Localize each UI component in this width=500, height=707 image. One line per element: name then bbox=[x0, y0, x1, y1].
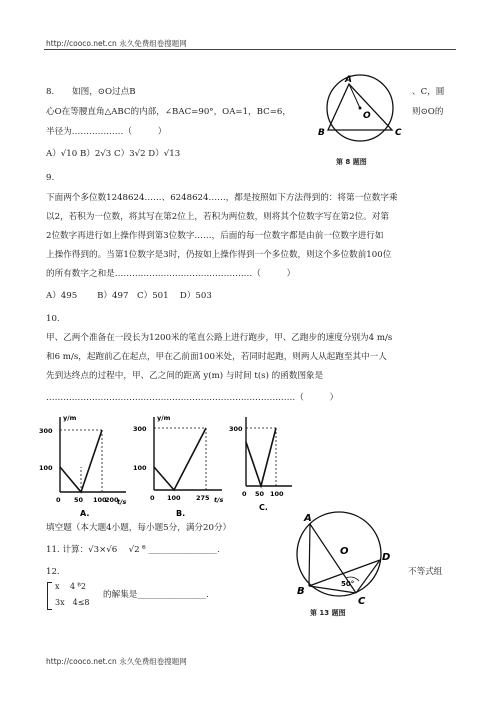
graph-a-xtick-50: 50 bbox=[74, 496, 84, 504]
q9-line-1: 下面两个多位数1248624……、6248624……，都是按照如下方法得到的：将第一位数字乘 bbox=[46, 193, 398, 203]
q13-label-o: O bbox=[340, 546, 349, 557]
graph-b-xtick-0: 0 bbox=[150, 494, 155, 502]
page-footer: http://cooco.net.cn 永久免费组卷搜题网 bbox=[46, 657, 187, 666]
graph-a-xtick-100: 100 bbox=[93, 496, 107, 504]
q13-label-b: B bbox=[297, 586, 305, 597]
q9-line-2: 以2，若积为一位数，将其写在第2位上，若积为两位数，则将其个位数字写在第2位。对第 bbox=[46, 212, 389, 222]
q13-caption: 第 13 题图 bbox=[310, 609, 346, 617]
q10-graph-a bbox=[36, 412, 132, 520]
graph-b-xtick-100: 100 bbox=[167, 494, 181, 502]
q12-brace bbox=[47, 582, 52, 610]
graph-c-xtick-0: 0 bbox=[242, 490, 247, 498]
q9-line-4: 上操作得到的。当第1位数字是3时，仍按如上操作得到一个多位数，则这个多位数前100位 bbox=[46, 250, 392, 260]
fill-section-title: 填空题（本大题4小题，每小题5分，满分20分） bbox=[46, 523, 232, 533]
q13-label-a: A bbox=[304, 513, 312, 524]
q10-graph-b bbox=[130, 412, 228, 520]
q8-line2: 心O在等腰直角△ABC的内部，∠BAC=90°，OA=1，BC=6， bbox=[46, 107, 291, 117]
graph-c-xtick-100: 100 bbox=[270, 490, 284, 498]
q8-figure bbox=[312, 70, 408, 162]
graph-b-xlabel: t/s bbox=[214, 496, 224, 504]
q12-number: 12. bbox=[46, 567, 60, 577]
q8-line3: 半径为………………（ ） bbox=[46, 127, 167, 137]
graph-a-ytick-300: 300 bbox=[39, 427, 53, 435]
graph-a-xtick-0: 0 bbox=[56, 496, 61, 504]
graph-c-xtick-50: 50 bbox=[255, 490, 265, 498]
graph-a-ytick-100: 100 bbox=[39, 464, 53, 472]
q12-system-top: x 4 ⁶̃2 bbox=[55, 582, 86, 591]
q13-label-d: D bbox=[382, 552, 391, 563]
graph-b-xtick-275: 275 bbox=[196, 494, 210, 502]
graph-a-xlabel: t/s bbox=[117, 498, 127, 506]
q10-graph-c bbox=[226, 412, 300, 520]
q12-right-text: 不等式组 bbox=[408, 567, 443, 577]
q8-segment-ao bbox=[349, 84, 360, 108]
q8-caption: 第 8 题图 bbox=[336, 158, 367, 166]
q9-line-3: 2位数字再进行如上操作得到第3位数字……，后面的每一位数字都是由前一位数字进行如 bbox=[46, 231, 384, 241]
q8-line1: 如图，⊙O过点B bbox=[72, 87, 136, 97]
graph-c-ytick-300: 300 bbox=[229, 425, 243, 433]
q8-center-dot bbox=[359, 107, 362, 110]
graph-b-ytick-100: 100 bbox=[133, 464, 147, 472]
graph-b-ytick-300: 300 bbox=[133, 425, 147, 433]
q10-line-1: 甲、乙两个准备在一段长为1200米的笔直公路上进行跑步，甲、乙跑步的速度分别为4 m/s bbox=[46, 333, 393, 343]
q8-line2-end: 则⊙O的 bbox=[412, 107, 444, 117]
page-header: http://cooco.net.cn 永久免费组卷搜题网 bbox=[46, 39, 187, 48]
q11-text: 11. 计算：√3×√6 √2 ⁶̃ ________________. bbox=[46, 545, 220, 555]
q8-label-b: B bbox=[318, 128, 325, 138]
q8-label-o: O bbox=[363, 111, 371, 121]
q9-options: A）495 B）497 C）501 D）503 bbox=[46, 291, 212, 301]
q13-label-c: C bbox=[358, 596, 366, 607]
q9-number: 9. bbox=[46, 173, 55, 183]
graph-a-xtick-200: 200 bbox=[105, 496, 119, 504]
graph-b-curve bbox=[154, 428, 206, 490]
q10-line-3: 先到达终点的过程中，甲、乙之间的距离 y(m) 与时间 t(s) 的函数图象是 bbox=[46, 371, 324, 381]
graph-a-letter: A. bbox=[80, 509, 90, 518]
graph-c-curve bbox=[246, 428, 276, 486]
graph-b-letter: B. bbox=[176, 509, 186, 518]
q8-options: A）√10 B）2√3 C）3√2 D）√13 bbox=[46, 149, 181, 159]
q10-number: 10. bbox=[46, 314, 60, 324]
graph-a-ylabel: y/m bbox=[63, 414, 77, 422]
q12-system-bottom: 3x 4≤8 bbox=[55, 598, 90, 607]
q8-number: 8. bbox=[46, 87, 55, 97]
q8-label-c: C bbox=[395, 128, 402, 138]
q12-text: 的解集是________________. bbox=[103, 590, 209, 600]
header-rule bbox=[44, 49, 456, 50]
graph-b-ylabel: y/m bbox=[157, 414, 171, 422]
q8-label-a: A bbox=[345, 75, 352, 85]
q8-line1-end: 、C，圆 bbox=[412, 87, 445, 97]
q10-line-2: 和6 m/s，起跑前乙在起点，甲在乙前面100米处，若同时起跑，则两人从起跑至其中一人 bbox=[46, 352, 387, 362]
q13-angle-label: 50° bbox=[341, 580, 355, 588]
graph-c-letter: C. bbox=[259, 503, 268, 512]
q9-line-5: 的所有数字之和是…………………………………………（ ） bbox=[46, 269, 296, 279]
q13-figure bbox=[286, 508, 400, 620]
q10-line-4: ……………………………………………………………………………（ ） bbox=[46, 393, 339, 403]
